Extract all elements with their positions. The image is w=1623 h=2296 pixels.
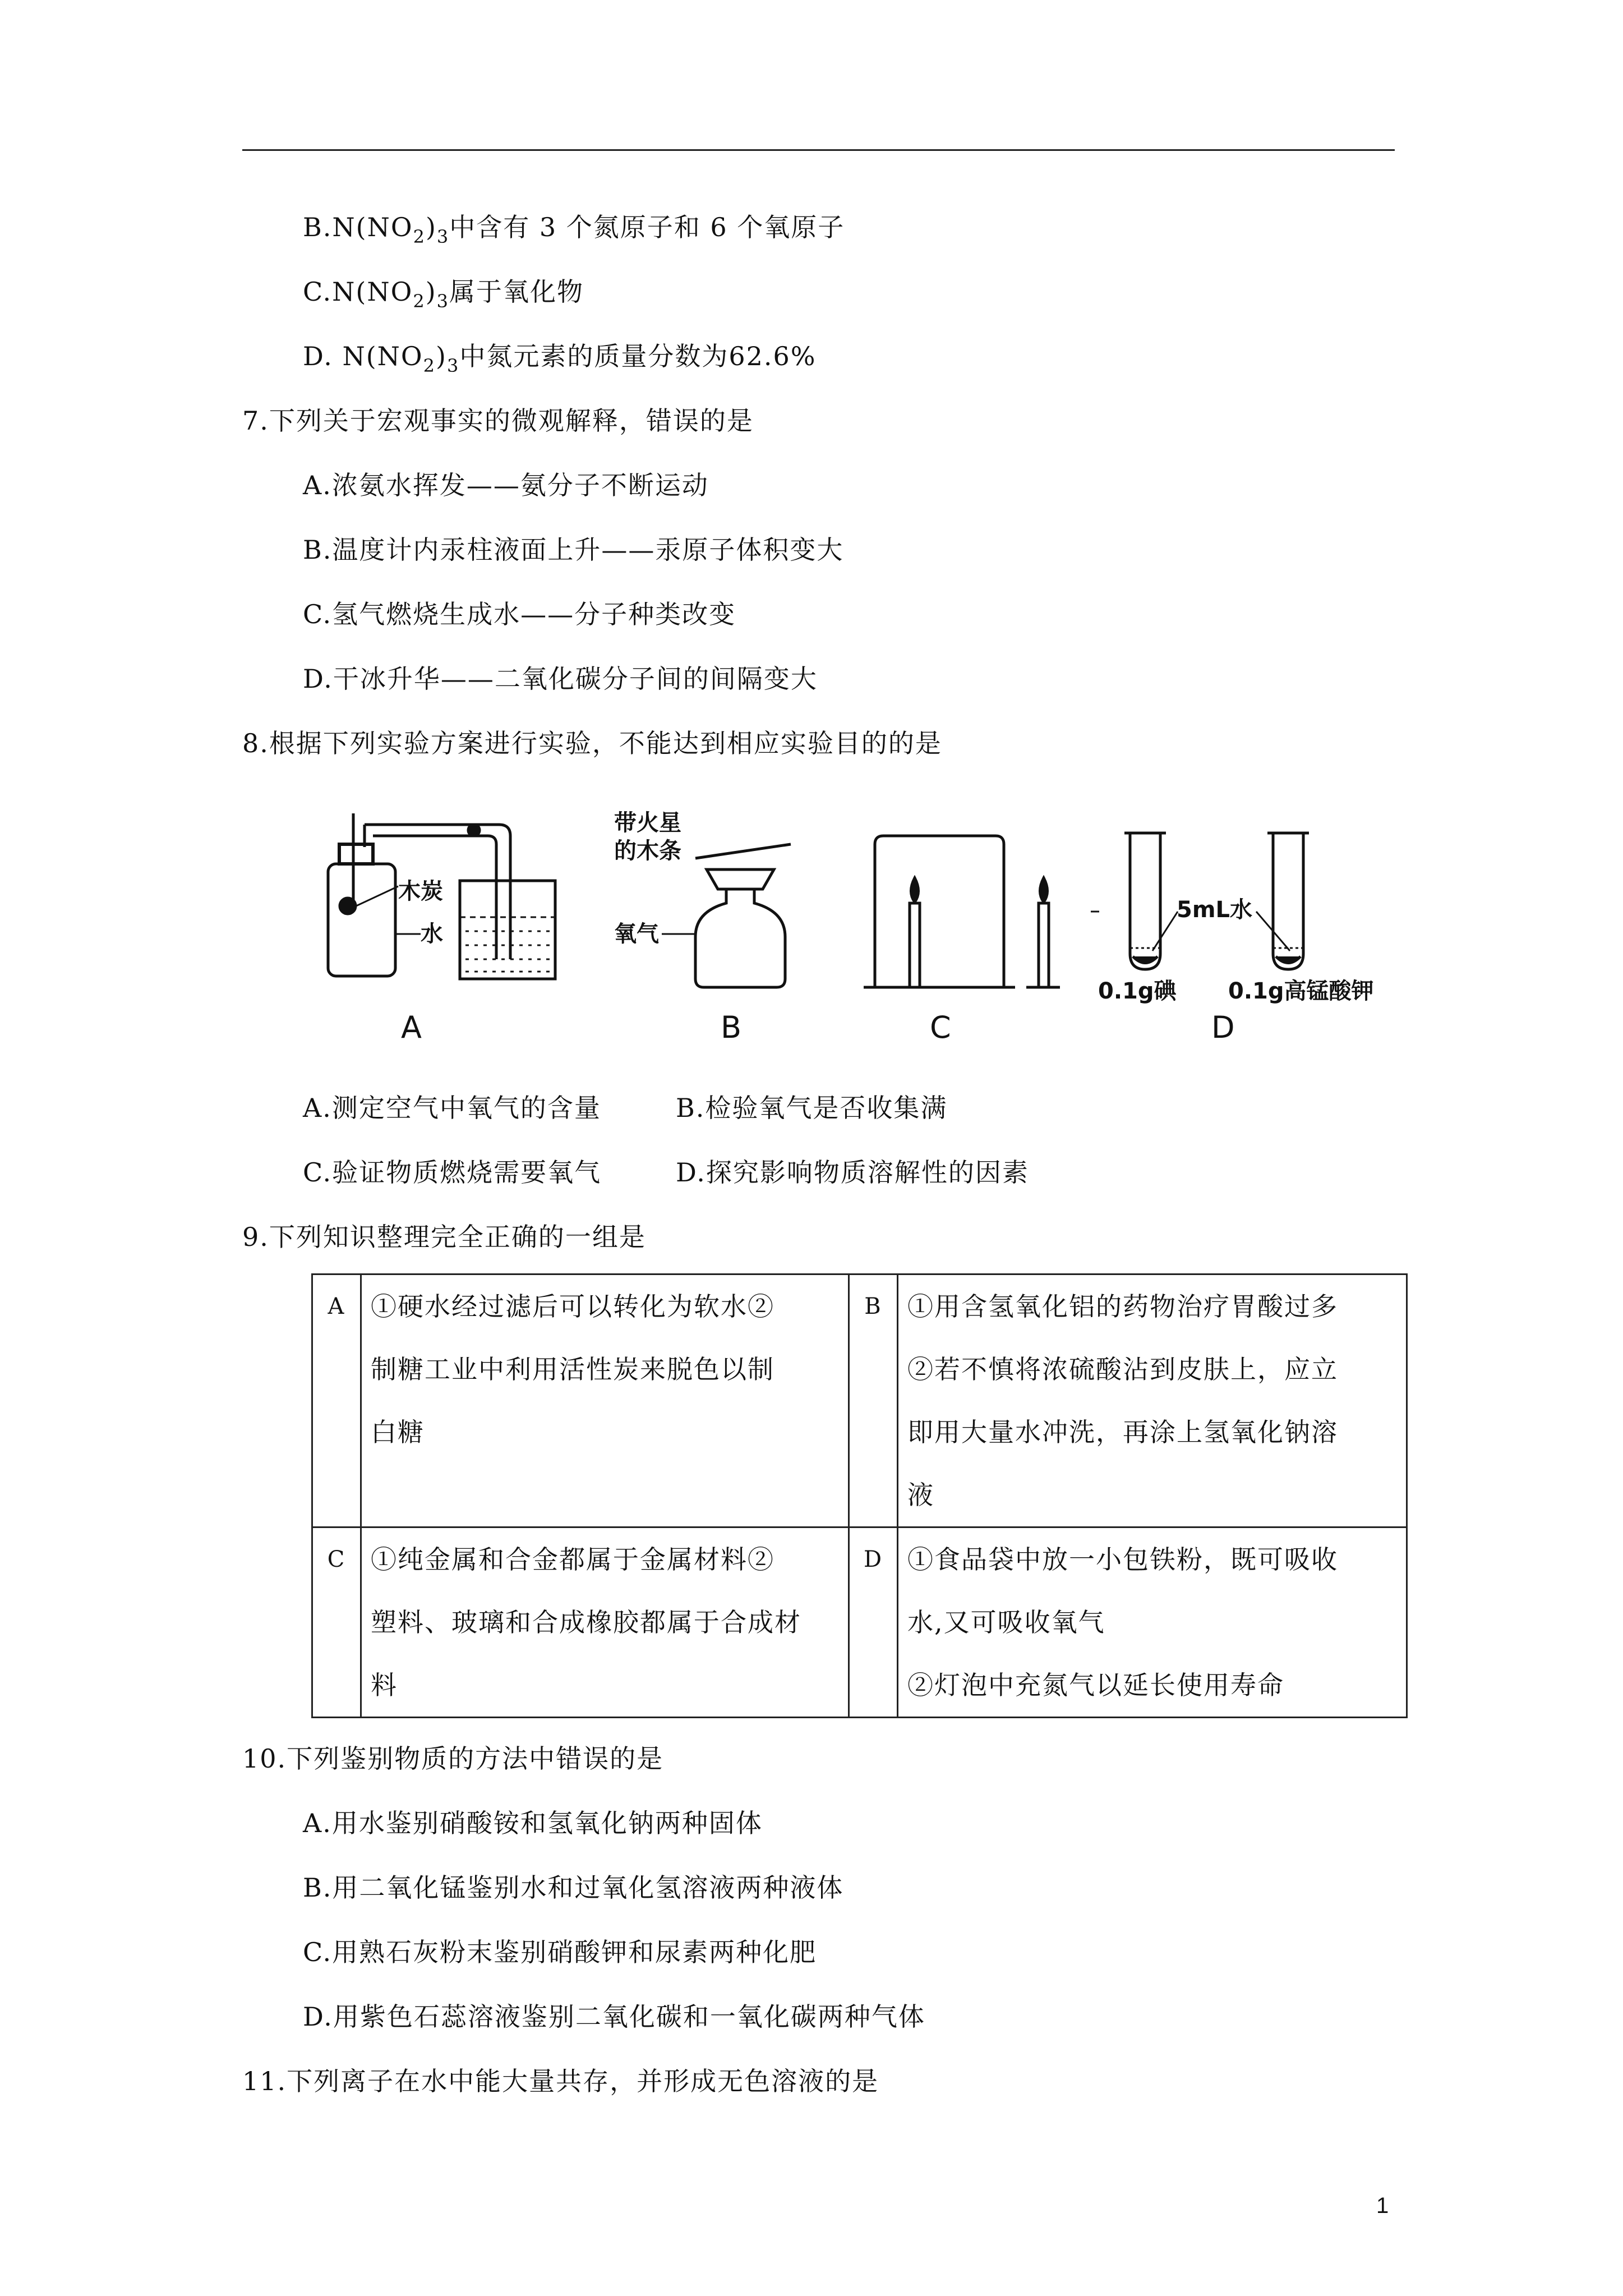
label-charcoal: 木炭 — [398, 878, 443, 904]
q8-option-d: D.探究影响物质溶解性的因素 — [676, 1157, 1029, 1188]
q10-option-d: D.用紫色石蕊溶液鉴别二氧化碳和一氧化碳两种气体 — [303, 2001, 925, 2032]
label-splint: 的木条 — [614, 838, 681, 864]
cell-b: ①用含氢氧化铝的药物治疗胃酸过多 ②若不慎将浓硫酸沾到皮肤上，应立 即用大量水冲洗，再涂上氢氧化钠溶 液 — [898, 1274, 1407, 1527]
label-glowing: 带火星 — [614, 810, 681, 836]
table-row — [312, 1527, 1407, 1718]
label-5ml-water: 5mL水 — [1177, 897, 1252, 923]
q9-stem: 9.下列知识整理完全正确的一组是 — [242, 1222, 646, 1252]
cell-d: ①食品袋中放一小包铁粉，既可吸收 水,又可吸收氧气 ②灯泡中充氮气以延长使用寿命 — [898, 1527, 1407, 1718]
cell-c: ①纯金属和合金都属于金属材料② 塑料、玻璃和合成橡胶都属于合成材 料 — [361, 1527, 849, 1718]
apparatus-b — [614, 810, 791, 1045]
caption-a: A — [401, 1010, 422, 1045]
q10-option-a: A.用水鉴别硝酸铵和氢氧化钠两种固体 — [303, 1808, 763, 1838]
q11-stem: 11.下列离子在水中能大量共存，并形成无色溶液的是 — [242, 2066, 879, 2096]
q10-stem: 10.下列鉴别物质的方法中错误的是 — [242, 1743, 664, 1774]
q7-option-c: C.氢气燃烧生成水——分子种类改变 — [303, 599, 736, 629]
caption-c: C — [930, 1010, 951, 1045]
page-number: 1 — [1376, 2193, 1389, 2218]
cell-key-c: C — [312, 1527, 361, 1718]
knowledge-table — [311, 1273, 1408, 1718]
q7-option-b: B.温度计内汞柱液面上升——汞原子体积变大 — [303, 535, 844, 565]
q8-option-a: A.测定空气中氧气的含量 — [303, 1093, 601, 1123]
apparatus-c — [864, 836, 1060, 1045]
header-rule — [242, 149, 1395, 151]
q10-option-c: C.用熟石灰粉末鉴别硝酸钾和尿素两种化肥 — [303, 1937, 817, 1967]
cell-key-d: D — [849, 1527, 898, 1718]
caption-d: D — [1211, 1010, 1235, 1045]
q8-option-b: B.检验氧气是否收集满 — [676, 1093, 948, 1123]
q6-option-b: $B.N(NO_2)_3$中含有 3 个氮原子和 6 个氧原子 — [303, 212, 845, 247]
experiment-figure — [303, 791, 1413, 1060]
q7-stem: 7.下列关于宏观事实的微观解释，错误的是 — [242, 406, 754, 436]
label-permanganate: 0.1g高锰酸钾 — [1228, 978, 1374, 1004]
q6-option-d: D. $N(NO_2)_3$中氮元素的质量分数为62.6% — [303, 341, 817, 376]
label-water: 水 — [421, 921, 443, 947]
q8-stem: 8.根据下列实验方案进行实验，不能达到相应实验目的的是 — [242, 728, 942, 758]
q10-option-b: B.用二氧化锰鉴别水和过氧化氢溶液两种液体 — [303, 1872, 844, 1903]
q6-option-c: $C.N(NO_2)_3$属于氧化物 — [303, 277, 584, 312]
table-row — [312, 1274, 1407, 1527]
caption-b: B — [721, 1010, 742, 1045]
cell-key-b: B — [849, 1274, 898, 1527]
label-iodine: 0.1g碘 — [1098, 978, 1177, 1004]
cell-key-a: A — [312, 1274, 361, 1527]
q7-option-d: D.干冰升华——二氧化碳分子间的间隔变大 — [303, 664, 818, 694]
apparatus-a — [328, 813, 555, 1045]
q7-option-a: A.浓氨水挥发——氨分子不断运动 — [303, 470, 709, 500]
cell-a: ①硬水经过滤后可以转化为软水② 制糖工业中利用活性炭来脱色以制 白糖 — [361, 1274, 849, 1527]
q8-option-c: C.验证物质燃烧需要氧气 — [303, 1157, 602, 1188]
apparatus-d — [1091, 833, 1374, 1045]
label-oxygen: 氧气 — [614, 921, 659, 947]
